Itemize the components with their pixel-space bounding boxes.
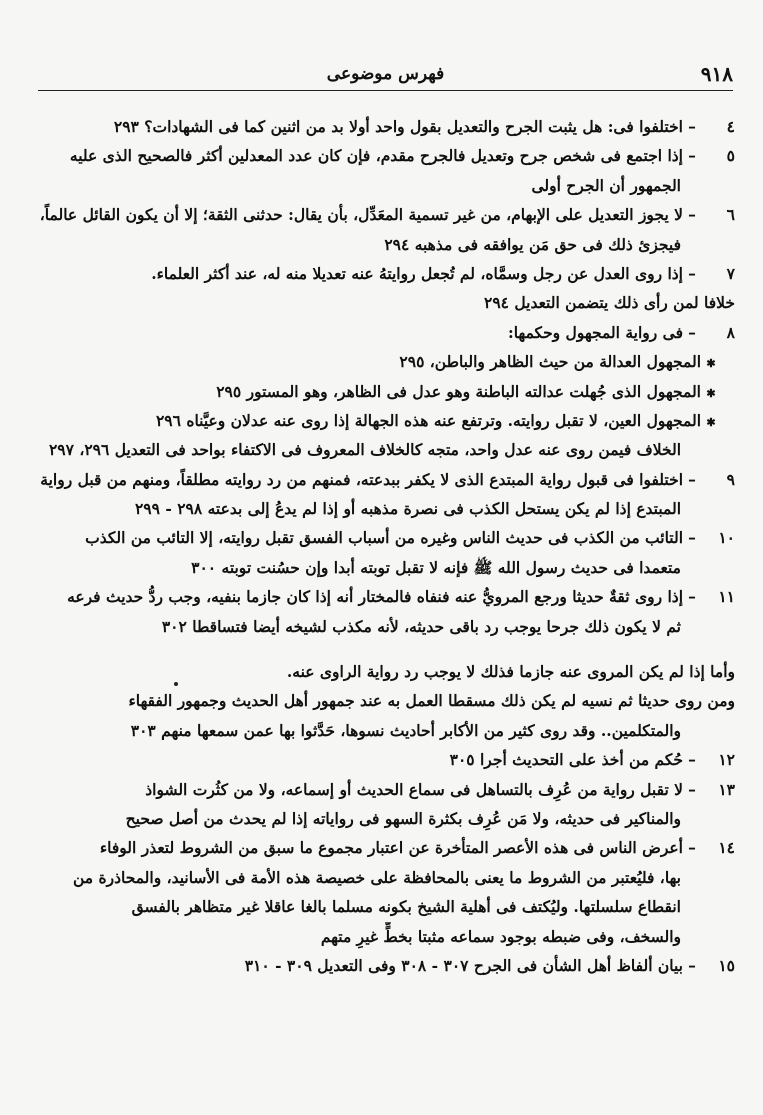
line-text: إذا اجتمع فى شخص جرح وتعديل فالجرح مقدم، فإن كان عدد المعدلين أكثر فالصحيح الذى عليه [69, 146, 683, 166]
page-header [38, 62, 733, 86]
header-rule [38, 90, 733, 91]
index-line [40, 171, 735, 200]
line-text: حُكم من أخذ على التحديث أجرا ٣٠٥ [449, 750, 683, 770]
index-line [40, 288, 735, 317]
index-line [40, 833, 735, 862]
bullet-icon: ✱ [706, 357, 716, 371]
item-dash: – [688, 205, 696, 225]
item-number: ١٢ [718, 750, 735, 770]
index-line [40, 612, 735, 641]
line-text: بيان ألفاظ أهل الشأن فى الجرح ٣٠٧ - ٣٠٨ وفى التعديل ٣٠٩ - ٣١٠ [244, 955, 683, 975]
item-dash: – [688, 587, 696, 607]
line-text: ومن روى حديثا ثم نسيه لم يكن ذلك مسقطا العمل به عند جمهور أهل الحديث وجمهور الفقهاء [128, 691, 735, 711]
index-line [40, 347, 735, 376]
line-text: والمناكير فى حديثه، ولا مَن عُرِف بكثرة السهو فى رواياته إذا لم يحدث من أصل صحيح [125, 808, 681, 828]
item-number: ٦ [726, 205, 735, 225]
line-text: اختلفوا فى: هل يثبت الجرح والتعديل بقول واحد أولا بد من اثنين كما فى الشهادات؟ ٢٩٣ [113, 117, 683, 136]
line-text: أعرض الناس فى هذه الأعصر المتأخرة عن اعتبار مجموع ما سبق من الشروط لتعذر الوفاء [99, 838, 683, 858]
line-text: فيجزئ ذلك فى حق مَن يوافقه فى مذهبه ٢٩٤ [384, 234, 681, 254]
bullet-icon: ✱ [706, 415, 716, 429]
running-title: فهرس موضوعى [326, 64, 445, 84]
item-number: ٩ [726, 469, 735, 489]
line-text: اختلفوا فى قبول رواية المبتدع الذى لا يكفر ببدعته، فمنهم من رد روايته مطلقاً، ومنهم من قبل رواية [40, 469, 683, 489]
index-line [40, 406, 735, 435]
item-dash: – [688, 117, 696, 136]
item-number: ٨ [726, 322, 735, 342]
index-line [40, 259, 735, 288]
index-line [40, 745, 735, 774]
line-text: إذا روى ثقةٌ حديثا ورجع المرويُّ عنه فنفاه فالمختار أنه إذا كان جازما بنفيه، وجب ردُّ حديث فرعه [67, 587, 683, 607]
index-line [40, 112, 735, 141]
index-line [40, 686, 735, 715]
item-dash: – [688, 779, 696, 799]
item-dash: – [688, 750, 696, 770]
index-line [40, 465, 735, 494]
index-line [40, 892, 735, 921]
index-line [40, 141, 735, 170]
index-line [40, 377, 735, 406]
item-dash: – [688, 955, 696, 975]
line-text: خلافا لمن رأى ذلك يتضمن التعديل ٢٩٤ [484, 293, 735, 313]
index-line [40, 494, 735, 523]
line-text: والسخف، وفى ضبطه بوجود سماعه مثبتا بخطٍّ غيرِ متهم [320, 926, 681, 946]
item-number: ١٠ [718, 528, 735, 548]
index-line [40, 922, 735, 951]
item-number: ٤ [726, 117, 735, 136]
line-text: ثم لا يكون ذلك جرحا يوجب رد باقى حديثه، لأنه مكذب لشيخه أيضا فتساقطا ٣٠٢ [161, 616, 681, 636]
line-text: الخلاف فيمن روى عنه عدل واحد، متجه كالخلاف المعروف فى الاكتفاء بواحد فى التعديل ٢٩٦، ٢٩٧ [48, 440, 681, 460]
line-text: لا تقبل رواية من عُرِف بالتساهل فى سماع الحديث أو إسماعه، ولا من كثُرت الشواذ [145, 779, 683, 799]
line-text: الجمهور أن الجرح أولى [531, 175, 681, 195]
index-line [40, 200, 735, 229]
line-text: متعمدا فى حديث رسول الله ﷺ فإنه لا تقبل توبته أبدا وإن حسُنت توبته ٣٠٠ [191, 557, 681, 577]
index-line [40, 582, 735, 611]
item-number: ٥ [726, 146, 735, 166]
item-number: ١٣ [718, 779, 735, 799]
item-dash: – [688, 838, 696, 858]
line-text: المجهول العدالة من حيث الظاهر والباطن، ٢٩٥ [399, 352, 701, 372]
line-text: وأما إذا لم يكن المروى عنه جازما فذلك لا يوجب رد رواية الراوى عنه. [286, 662, 735, 682]
item-number: ١٥ [718, 955, 735, 975]
line-text: المبتدع إذا لم يكن يستحل الكذب فى نصرة مذهبه أو إذا لم يدعُ إلى بدعته ٢٩٨ - ٢٩٩ [134, 499, 681, 519]
line-text: والمتكلمين.. وقد روى كثير من الأكابر أحاديث نسوها، حَدَّثوا بها عمن سمعها منهم ٣٠٣ [130, 720, 681, 740]
page-number: ٩١٨ [700, 62, 733, 86]
item-dash: – [688, 322, 696, 342]
item-dash: – [688, 528, 696, 548]
line-text: انقطاع سلسلتها. وليُكتف فى أهلية الشيخ بكونه مسلما بالغا عاقلا غير متظاهر بالفسق [131, 897, 681, 917]
index-line [40, 716, 735, 745]
item-number: ٧ [726, 263, 735, 283]
item-number: ١٤ [718, 838, 735, 858]
index-line [40, 523, 735, 552]
stray-dot [174, 682, 178, 686]
bullet-icon: ✱ [706, 386, 716, 400]
index-line [40, 553, 735, 582]
line-text: فى رواية المجهول وحكمها: [507, 322, 683, 342]
item-dash: – [688, 146, 696, 166]
item-dash: – [688, 469, 696, 489]
index-line [40, 804, 735, 833]
index-line [40, 951, 735, 980]
line-text: المجهول الذى جُهلت عدالته الباطنة وهو عدل فى الظاهر، وهو المستور ٢٩٥ [216, 381, 701, 401]
line-text: بها، فليُعتبر من الشروط ما يعنى بالمحافظة على خصيصة هذه الأمة فى الأسانيد، والمحاذرة من [72, 867, 681, 887]
item-dash: – [688, 263, 696, 283]
index-body [40, 112, 735, 980]
line-text: المجهول العين، لا تقبل روايته. وترتفع عنه هذه الجهالة إذا روى عنه عدلان وعيَّناه ٢٩٦ [155, 410, 701, 430]
item-number: ١١ [718, 587, 735, 607]
index-line [40, 775, 735, 804]
line-text: لا يجوز التعديل على الإبهام، من غير تسمية المعَدِّل، بأن يقال: حدثنى الثقة؛ إلا أن يكون القائل عالماً، [40, 205, 683, 225]
index-line [40, 230, 735, 259]
line-text: التائب من الكذب فى حديث الناس وغيره من أسباب الفسق تقبل روايته، إلا التائب من الكذب [85, 528, 683, 548]
index-line [40, 657, 735, 686]
index-line [40, 435, 735, 464]
index-line [40, 863, 735, 892]
line-text: إذا روى العدل عن رجل وسمَّاه، لم تُجعل روايتهُ عنه تعديلا منه له، عند أكثر العلماء. [151, 263, 683, 283]
index-line [40, 318, 735, 347]
